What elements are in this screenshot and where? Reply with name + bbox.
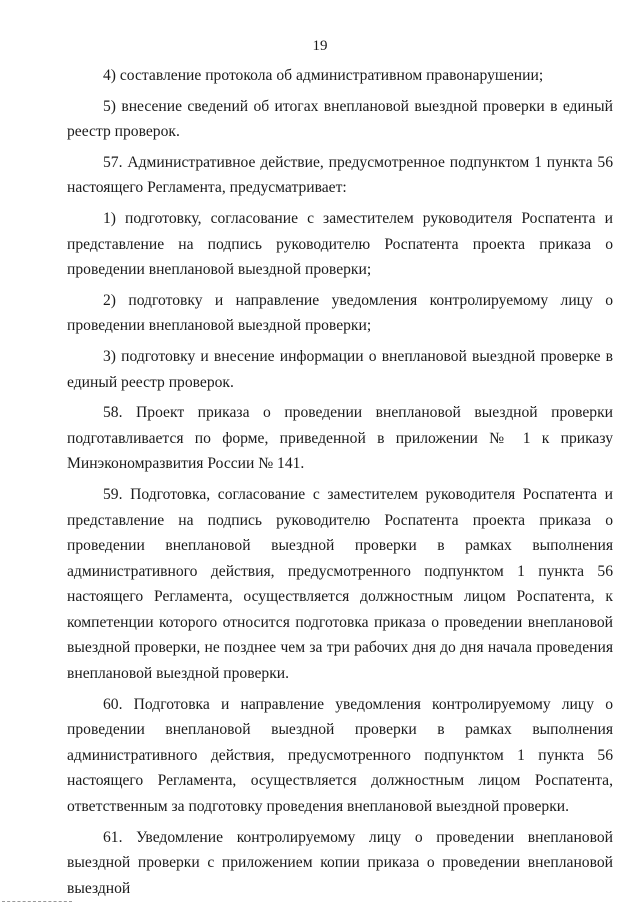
paragraph-58: 58. Проект приказа о проведении внеплановой выездной проверки подготавливается по форме, приведенной в приложении № 1 к приказу Минэкономразвития России № 141. (67, 404, 613, 473)
paragraph-59: 59. Подготовка, согласование с заместителем руководителя Роспатента и представление на подпись руководителю Роспатента проекта приказа о проведении внеплановой выездной проверки в рамках выполнения административного действия, предусмотренного подпунктом 1 пункта 56 настоящего Регламента, осуществляется должностным лицом Роспатента, к компетенции которого относится подготовка приказа о проведении внеплановой выездной проверки, не позднее чем за три рабочих дня до дня начала проведения внеплановой выездной проверки. (67, 485, 613, 683)
paragraph-57-item-2: 2) подготовку и направление уведомления контролируемому лицу о проведении внеплановой выездной проверки; (67, 291, 613, 335)
paragraph-57-item-3: 3) подготовку и внесение информации о внеплановой выездной проверке в единый реестр проверок. (67, 347, 613, 391)
document-body (67, 63, 613, 906)
paragraph-61: 61. Уведомление контролируемому лицу о проведении внеплановой выездной проверки с приложением копии приказа о проведении внеплановой выездной (67, 828, 613, 897)
paragraph-60: 60. Подготовка и направление уведомления контролируемому лицу о проведении внеплановой выездной проверки в рамках выполнения административного действия, предусмотренного подпунктом 1 пункта 56 настоящего Регламента, осуществляется должностным лицом Роспатента, ответственным за подготовку проведения внеплановой выездной проверки. (67, 695, 613, 816)
paragraph-57: 57. Административное действие, предусмотренное подпунктом 1 пункта 56 настоящего Регламента, предусматривает: (67, 153, 613, 197)
scan-edge-mark (2, 901, 72, 903)
paragraph-57-item-1: 1) подготовку, согласование с заместителем руководителя Роспатента и представление на подпись руководителю Роспатента проекта приказа о проведении внеплановой выездной проверки; (67, 209, 613, 279)
page-number: 19 (312, 38, 328, 54)
paragraph-item-4: 4) составление протокола об административном правонарушении; (103, 67, 544, 84)
paragraph-item-5: 5) внесение сведений об итогах внеплановой выездной проверки в единый реестр проверок. (67, 97, 613, 141)
